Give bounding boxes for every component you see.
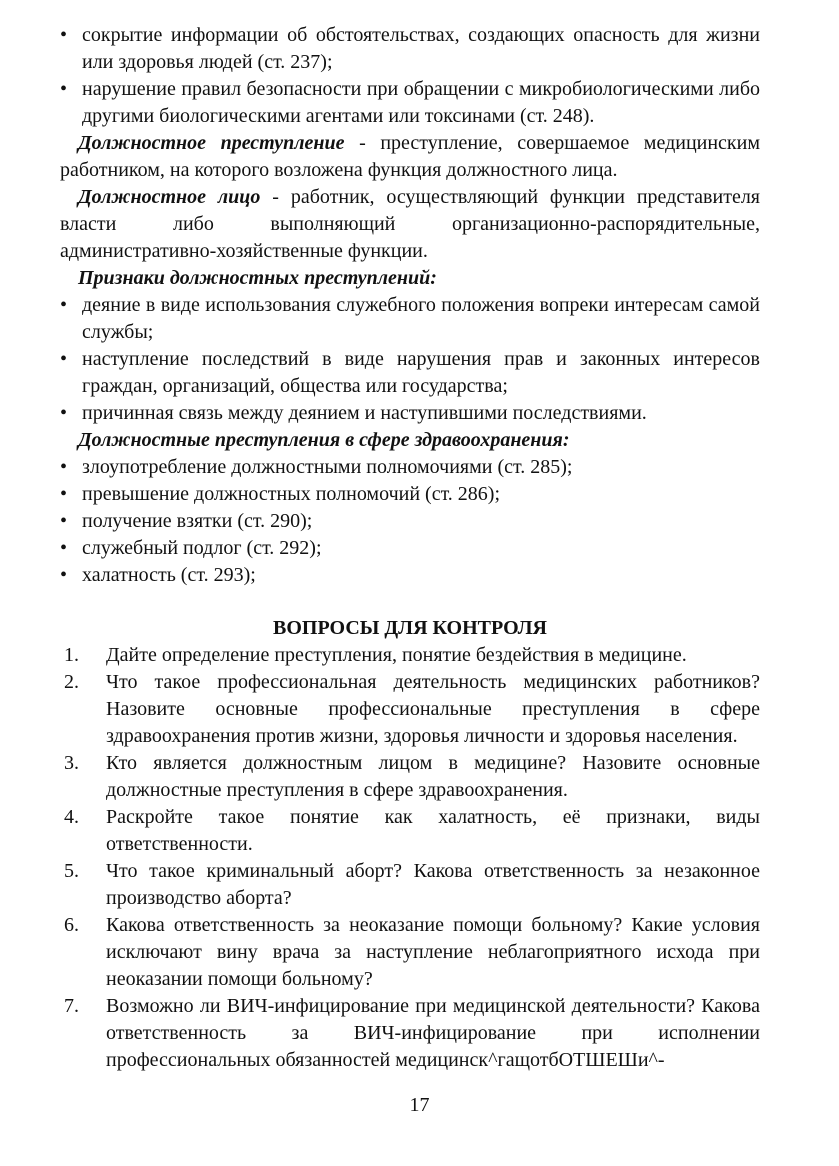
question-text: Какова ответственность за неоказание помощи больному? Какие условия исключают вину врача за наступление неблагоприятного исхода при неоказании помощи больному? — [106, 914, 760, 990]
list-item-text: халатность (ст. 293); — [82, 564, 256, 586]
question-item — [62, 642, 760, 669]
definition-term: Должностное преступление — [78, 132, 345, 154]
page-content — [60, 22, 760, 1074]
bullet: • — [60, 537, 68, 559]
definition-term: Должностное лицо — [78, 186, 261, 208]
list-item-text: злоупотребление должностными полномочиями (ст. 285); — [82, 456, 573, 478]
bullet: • — [60, 24, 68, 46]
definition-separator: - — [260, 186, 291, 208]
question-number: 3. — [64, 752, 79, 774]
list-item-text: деяние в виде использования служебного положения вопреки интересам самой службы; — [82, 294, 760, 343]
definition-official-person — [60, 184, 760, 265]
list-item-text: превышение должностных полномочий (ст. 286); — [82, 483, 501, 505]
page-number: 17 — [409, 1094, 430, 1116]
list-item — [60, 292, 760, 346]
list-item-text: причинная связь между деянием и наступившими последствиями. — [82, 402, 647, 424]
question-item — [62, 912, 760, 993]
list-item — [60, 76, 760, 130]
question-text: Дайте определение преступления, понятие бездействия в медицине. — [106, 644, 687, 666]
list-item — [60, 454, 760, 481]
question-number: 7. — [64, 995, 79, 1017]
bullet: • — [60, 456, 68, 478]
definition-text: работник, осуществляющий функции представителя власти либо выполняющий организационно-распорядительные, административно-хозяйственные функции. — [60, 186, 760, 262]
question-item — [62, 993, 760, 1074]
question-number: 2. — [64, 671, 79, 693]
question-item — [62, 669, 760, 750]
bullet: • — [60, 510, 68, 532]
question-number: 1. — [64, 644, 79, 666]
definition-text: преступление, совершаемое медицинским работником, на которого возложена функция должностного лица. — [60, 132, 761, 181]
list-item — [60, 346, 760, 400]
definition-separator: - — [344, 132, 381, 154]
list-item-text: нарушение правил безопасности при обращении с микробиологическими либо другими биологическими агентами или токсинами (ст. 248). — [82, 78, 760, 127]
list-item — [60, 400, 760, 427]
bullet: • — [60, 348, 68, 370]
question-text: Кто является должностным лицом в медицине? Назовите основные должностные преступления в сфере здравоохранения. — [106, 752, 760, 801]
bullet: • — [60, 564, 68, 586]
crimes-heading: Должностные преступления в сфере здравоохранения: — [78, 429, 570, 451]
question-item — [62, 804, 760, 858]
question-text: Что такое профессиональная деятельность медицинских работников? Назовите основные профессиональные преступления в сфере здравоохранения против жизни, здоровья личности и здоровья населения. — [106, 671, 760, 747]
bullet: • — [60, 78, 68, 100]
definition-official-crime — [60, 130, 760, 184]
question-number: 5. — [64, 860, 79, 882]
bullet: • — [60, 294, 68, 316]
question-item — [62, 750, 760, 804]
list-item — [60, 535, 760, 562]
list-item — [60, 481, 760, 508]
list-item-text: сокрытие информации об обстоятельствах, создающих опасность для жизни или здоровья людей (ст. 237); — [82, 24, 760, 73]
list-item — [60, 508, 760, 535]
list-item — [60, 22, 760, 76]
bullet: • — [60, 402, 68, 424]
question-number: 6. — [64, 914, 79, 936]
list-item-text: получение взятки (ст. 290); — [82, 510, 313, 532]
question-text: Раскройте такое понятие как халатность, её признаки, виды ответственности. — [106, 806, 760, 855]
question-text: Возможно ли ВИЧ-инфицирование при медицинской деятельности? Какова ответственность за ВИЧ-инфицирование при исполнении профессиональных обязанностей медицинск^гащотбОТШЕШи^- — [106, 995, 760, 1071]
list-item-text: служебный подлог (ст. 292); — [82, 537, 322, 559]
questions-title: ВОПРОСЫ ДЛЯ КОНТРОЛЯ — [272, 617, 547, 639]
question-text: Что такое криминальный аборт? Какова ответственность за незаконное производство аборта? — [106, 860, 760, 909]
question-number: 4. — [64, 806, 79, 828]
question-item — [62, 858, 760, 912]
list-item — [60, 562, 760, 589]
signs-heading: Признаки должностных преступлений: — [78, 267, 437, 289]
list-item-text: наступление последствий в виде нарушения прав и законных интересов граждан, организаций, общества или государства; — [82, 348, 760, 397]
bullet: • — [60, 483, 68, 505]
